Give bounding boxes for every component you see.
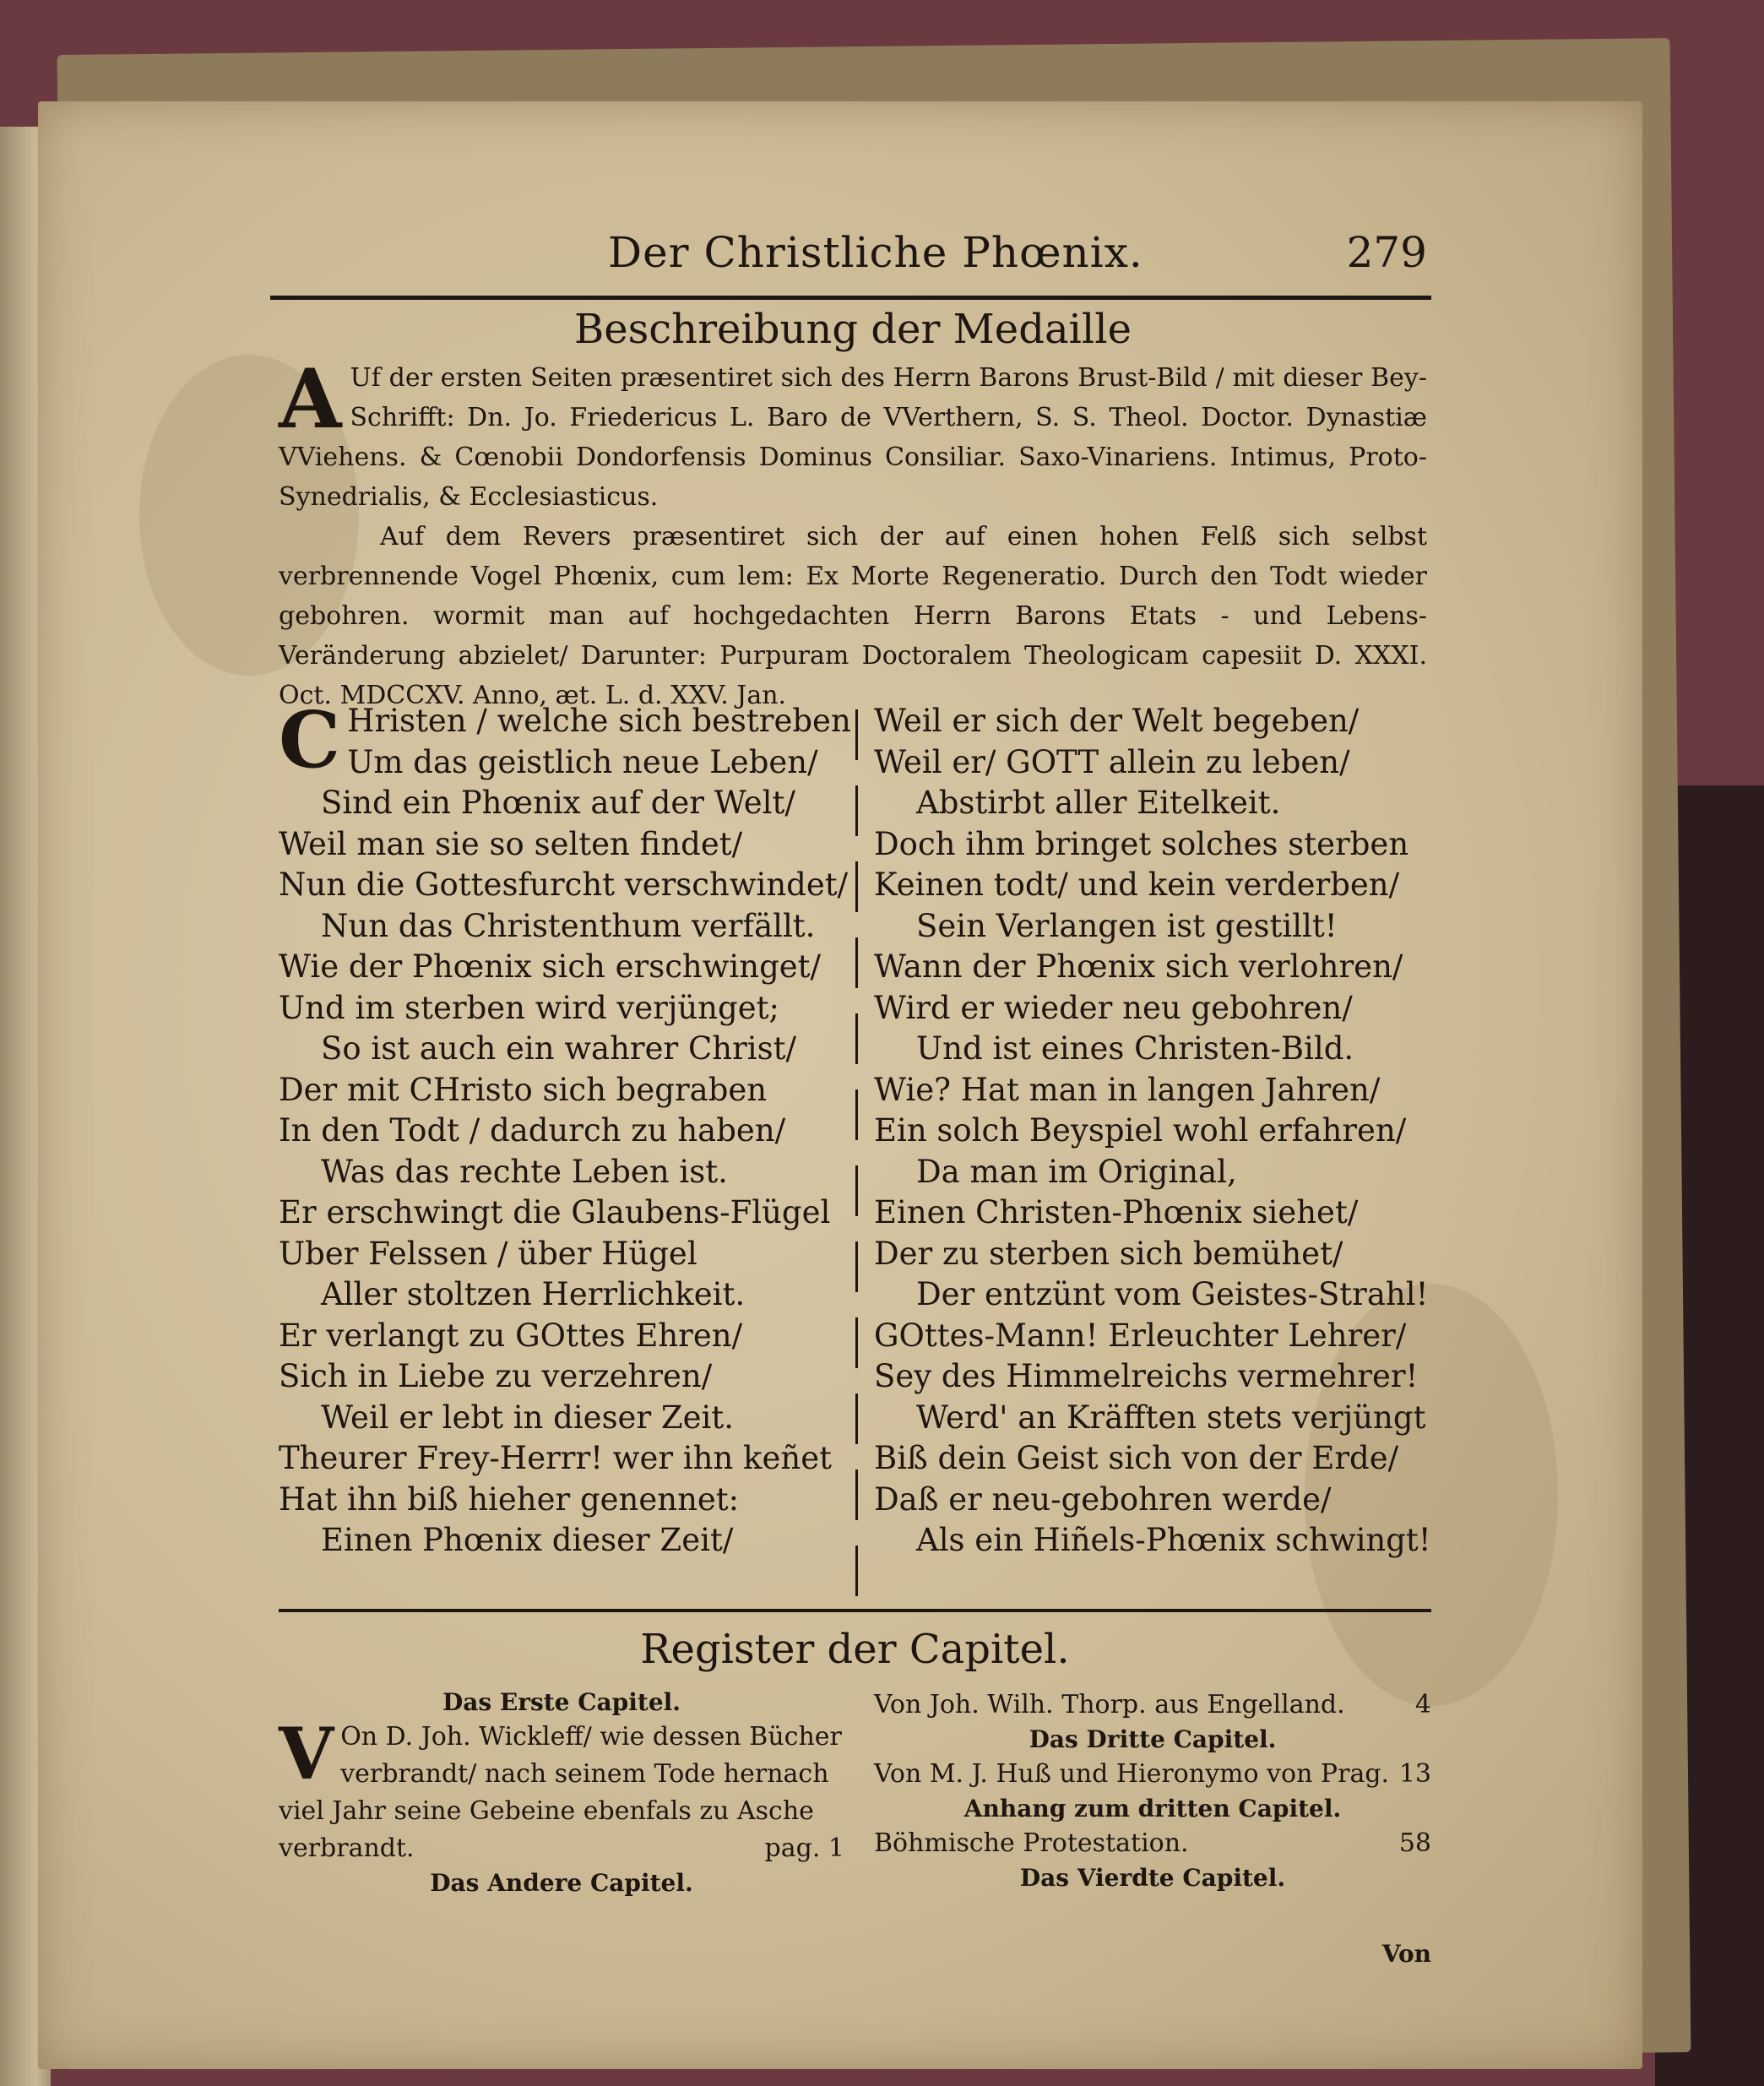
header-rule xyxy=(270,296,1431,300)
poem-line: Weil er sich der Welt begeben/ xyxy=(874,703,1360,739)
register-entry-line: viel Jahr seine Gebeine ebenfals zu Asche xyxy=(279,1796,814,1826)
register-entry-text: Von M. J. Huß und Hieronymo von Prag. xyxy=(874,1759,1390,1789)
medal-description xyxy=(279,306,1427,715)
running-head xyxy=(279,228,1427,296)
chapter-register xyxy=(279,1626,1431,1968)
poem-line: Sind ein Phœnix auf der Welt/ xyxy=(321,785,795,821)
poem-line: Der entzünt vom Geistes-Strahl! xyxy=(916,1276,1429,1312)
register-page-ref: 13 xyxy=(1398,1759,1431,1789)
poem-line: Der mit CHristo sich begraben xyxy=(279,1071,768,1108)
poem-line: Aller stoltzen Herrlichkeit. xyxy=(321,1276,746,1312)
poem-line: Weil man sie so selten findet/ xyxy=(279,825,743,862)
poem-line: Keinen todt/ und kein verderben/ xyxy=(874,866,1400,903)
poem-line: GOttes-Mann! Erleuchter Lehrer/ xyxy=(874,1317,1407,1354)
poem-line: Um das geistlich neue Leben/ xyxy=(347,743,818,780)
poem-line: Er verlangt zu GOttes Ehren/ xyxy=(279,1317,743,1354)
register-entry-line xyxy=(874,1687,1431,1724)
poem-line: Hristen / welche sich bestreben xyxy=(347,703,851,739)
catchword: Von xyxy=(1381,1940,1431,1968)
register-drop-capital: V xyxy=(279,1712,334,1795)
poem-line: Und im sterben wird verjünget; xyxy=(279,989,779,1026)
poem-line: Uber Felssen / über Hügel xyxy=(279,1235,697,1272)
description-paragraph-2: Auf dem Revers præsentiret sich der auf einen hohen Felß sich selbst verbrennende Vogel Phœnix, cum lem: Ex Morte Regeneratio. Durch den Todt wieder gebohren. wormit man auf hochgedachten Herrn Barons Etats - und Lebens-Veränderung abzielet/ Darunter: Purpuram Doctoralem Theologicam capesiit D. XXXI. Oct. MDCCXV. Anno, æt. L. d. XXV. Jan. xyxy=(279,522,1427,710)
poem-line: Weil er/ GOTT allein zu leben/ xyxy=(874,743,1350,780)
register-left-column xyxy=(279,1687,844,1899)
poem-line: Wird er wieder neu gebohren/ xyxy=(874,989,1353,1026)
poem-line: Wann der Phœnix sich verlohren/ xyxy=(874,948,1403,985)
poem-line: Theurer Frey-Herrr! wer ihn keñet xyxy=(279,1440,832,1476)
register-right-column xyxy=(874,1687,1431,1968)
poem-line: Da man im Original, xyxy=(916,1153,1237,1190)
register-entry-text: verbrandt. xyxy=(279,1833,415,1863)
poem-line: Nun die Gottesfurcht verschwindet/ xyxy=(279,866,849,903)
poem-line: Wie? Hat man in langen Jahren/ xyxy=(874,1071,1381,1108)
register-entry-line xyxy=(279,1830,844,1867)
poem-line: Daß er neu-gebohren werde/ xyxy=(874,1480,1332,1518)
poem-right-column xyxy=(874,701,1431,1562)
poem-line: Sich in Liebe zu verzehren/ xyxy=(279,1358,713,1394)
drop-capital: A xyxy=(279,351,342,447)
running-title: Der Christliche Phœnix. xyxy=(608,228,1143,277)
poem-drop-capital: C xyxy=(279,694,341,785)
chapter-heading: Das Andere Capitel. xyxy=(430,1869,693,1897)
register-page-ref: pag. 1 xyxy=(764,1833,844,1863)
register-entry-line: On D. Joh. Wickleff/ wie dessen Bücher xyxy=(340,1722,842,1752)
poem-line: Ein solch Beyspiel wohl erfahren/ xyxy=(874,1112,1407,1149)
description-paragraph-1 xyxy=(279,351,1427,517)
poem-line: Biß dein Geist sich von der Erde/ xyxy=(874,1440,1399,1476)
description-title: Beschreibung der Medaille xyxy=(573,306,1132,353)
poem-line: Was das rechte Leben ist. xyxy=(321,1153,728,1190)
poem-left-column xyxy=(279,694,853,1562)
poem-line: Sein Verlangen ist gestillt! xyxy=(916,907,1338,944)
register-entry-text: Böhmische Protestation. xyxy=(874,1828,1189,1858)
register-entry-line: verbrandt/ nach seinem Tode hernach xyxy=(340,1759,829,1789)
chapter-heading: Das Dritte Capitel. xyxy=(1029,1725,1277,1753)
chapter-heading: Das Vierdte Capitel. xyxy=(1019,1864,1286,1892)
register-page-ref: 58 xyxy=(1398,1828,1431,1858)
poem-line: Wie der Phœnix sich erschwinget/ xyxy=(279,948,822,985)
register-rule xyxy=(279,1609,1431,1612)
poem-line: Nun das Christenthum verfällt. xyxy=(321,907,816,944)
poem-line: Einen Christen-Phœnix siehet/ xyxy=(874,1194,1359,1230)
poem-line: Hat ihn biß hieher genennet: xyxy=(279,1480,740,1518)
chapter-heading: Anhang zum dritten Capitel. xyxy=(963,1795,1342,1823)
poem-line: Doch ihm bringet solches sterben xyxy=(874,825,1409,862)
register-title: Register der Capitel. xyxy=(640,1626,1070,1673)
column-divider xyxy=(855,709,858,1596)
poem-line: So ist auch ein wahrer Christ/ xyxy=(321,1030,796,1067)
poem-line: Abstirbt aller Eitelkeit. xyxy=(916,785,1281,821)
poem-line: Weil er lebt in dieser Zeit. xyxy=(321,1399,734,1436)
poem-line: Und ist eines Christen-Bild. xyxy=(916,1030,1354,1067)
register-entry-text: Von Joh. Wilh. Thorp. aus Engelland. xyxy=(874,1690,1345,1719)
chapter-heading: Das Erste Capitel. xyxy=(442,1688,681,1716)
poem-line: Sey des Himmelreichs vermehrer! xyxy=(874,1358,1419,1394)
poem-line: Der zu sterben sich bemühet/ xyxy=(874,1235,1343,1272)
poem-line: Einen Phœnix dieser Zeit/ xyxy=(321,1522,734,1558)
poem-line: Er erschwingt die Glaubens-Flügel xyxy=(279,1194,831,1230)
page-number: 279 xyxy=(1346,228,1427,277)
register-entry-line xyxy=(874,1825,1431,1862)
poem xyxy=(279,694,1431,1596)
poem-line: Werd' an Kräfften stets verjüngt xyxy=(916,1399,1426,1436)
register-page-ref: 4 xyxy=(1414,1690,1431,1719)
paragraph-1-text: Uf der ersten Seiten præsentiret sich des Herrn Barons Brust-Bild / mit dieser Bey-Schrifft: Dn. Jo. Friedericus L. Baro de VVerthern, S. S. Theol. Doctor. Dynastiæ VViehens. & Cœnobii Dondorfensis Dominus Consiliar. Saxo-Vinariens. Intimus, Proto-Synedrialis, & Ecclesiasticus. xyxy=(279,363,1427,512)
register-entry-line xyxy=(874,1756,1431,1793)
poem-line: In den Todt / dadurch zu haben/ xyxy=(279,1112,786,1149)
poem-line: Als ein Hiñels-Phœnix schwingt! xyxy=(916,1522,1431,1558)
